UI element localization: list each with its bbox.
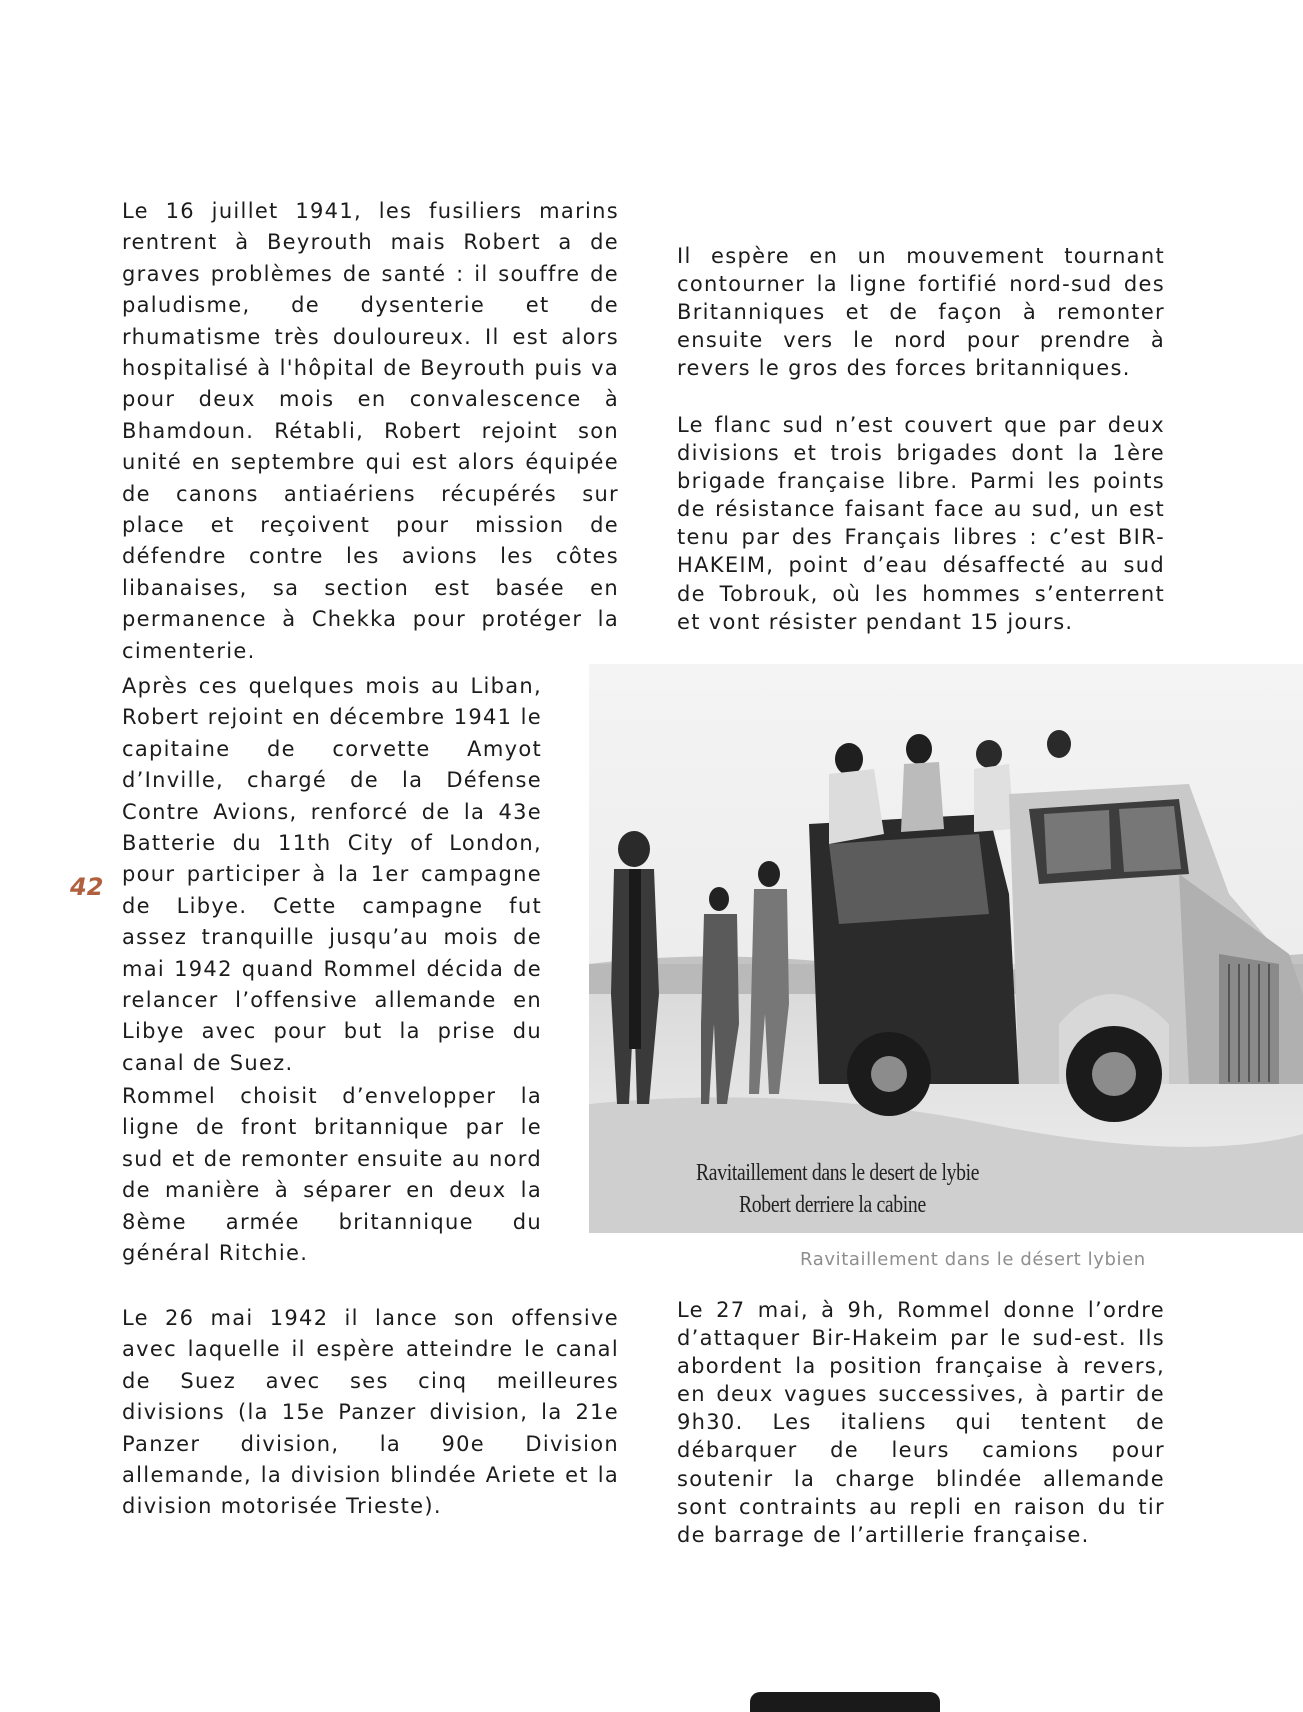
figure-caption: Ravitaillement dans le désert lybien <box>800 1249 1146 1270</box>
right-paragraph-3: Le 27 mai, à 9h, Rommel donne l’ordre d’attaquer Bir-Hakeim par le sud-est. Ils abordent la position française à revers, en deux vagues successives, à partir de 9h30. Les italiens qui tentent de débarquer de leurs camions pour soutenir la charge blindée allemande sont contraints au repli en raison du tir de barrage de l’artillerie française. <box>677 1298 1165 1547</box>
truck-photo-illustration <box>589 664 1303 1233</box>
left-paragraph-2: Après ces quelques mois au Liban, Robert rejoint en décembre 1941 le capitaine de corvette Amyot d’Inville, chargé de la Défense Contre Avions, renforcé de la 43e Batterie du 11th City of London, pour participer à la 1er campagne de Libye. Cette campagne fut assez tranquille jusqu’au mois de mai 1942 quand Rommel décida de relancer l’offensive allemande en Libye avec pour but la prise du canal de Suez. <box>122 674 542 1075</box>
historical-photo <box>589 664 1303 1233</box>
left-paragraph-4: Le 26 mai 1942 il lance son offensive avec laquelle il espère atteindre le canal de Suez avec ses cinq meilleures divisions (la 15e Panzer division, la 21e Panzer division, la 90e Division allemande, la division blindée Ariete et la division motorisée Trieste). <box>122 1306 619 1519</box>
right-paragraph-2: Le flanc sud n’est couvert que par deux divisions et trois brigades dont la 1ère brigade française libre. Parmi les points de résistance faisant face au sud, un est tenu par des Français libres : c’est BIR-HAKEIM, point d’eau désaffecté au sud de Tobrouk, où les hommes s’enterrent et vont résister pendant 15 jours. <box>677 413 1165 634</box>
photo-inset-caption-2: Robert derriere la cabine <box>739 1192 926 1218</box>
page-number: 42 <box>70 873 104 901</box>
right-paragraph-1: Il espère en un mouvement tournant contourner la ligne fortifié nord-sud des Britanniques et de façon à remonter ensuite vers le nord pour prendre à revers le gros des forces britanniques. <box>677 244 1165 381</box>
left-paragraph-1: Le 16 juillet 1941, les fusiliers marins rentrent à Beyrouth mais Robert a de graves problèmes de santé : il souffre de paludisme, de dysenterie et de rhumatisme très douloureux. Il est alors hospitalisé à l'hôpital de Beyrouth puis va pour deux mois en convalescence à Bhamdoun. Rétabli, Robert rejoint son unité en septembre qui est alors équipée de canons antiaériens récupérés sur place et reçoivent pour mission de défendre contre les avions les côtes libanaises, sa section est basée en permanence à Chekka pour protéger la cimenterie. <box>122 199 619 663</box>
photo-inset-caption-1: Ravitaillement dans le desert de lybie <box>696 1160 980 1186</box>
left-paragraph-3: Rommel choisit d’envelopper la ligne de front britannique par le sud et de remonter ensuite au nord de manière à séparer en deux la 8ème armée britannique du général Ritchie. <box>122 1084 542 1266</box>
bottom-handle[interactable] <box>750 1692 940 1712</box>
